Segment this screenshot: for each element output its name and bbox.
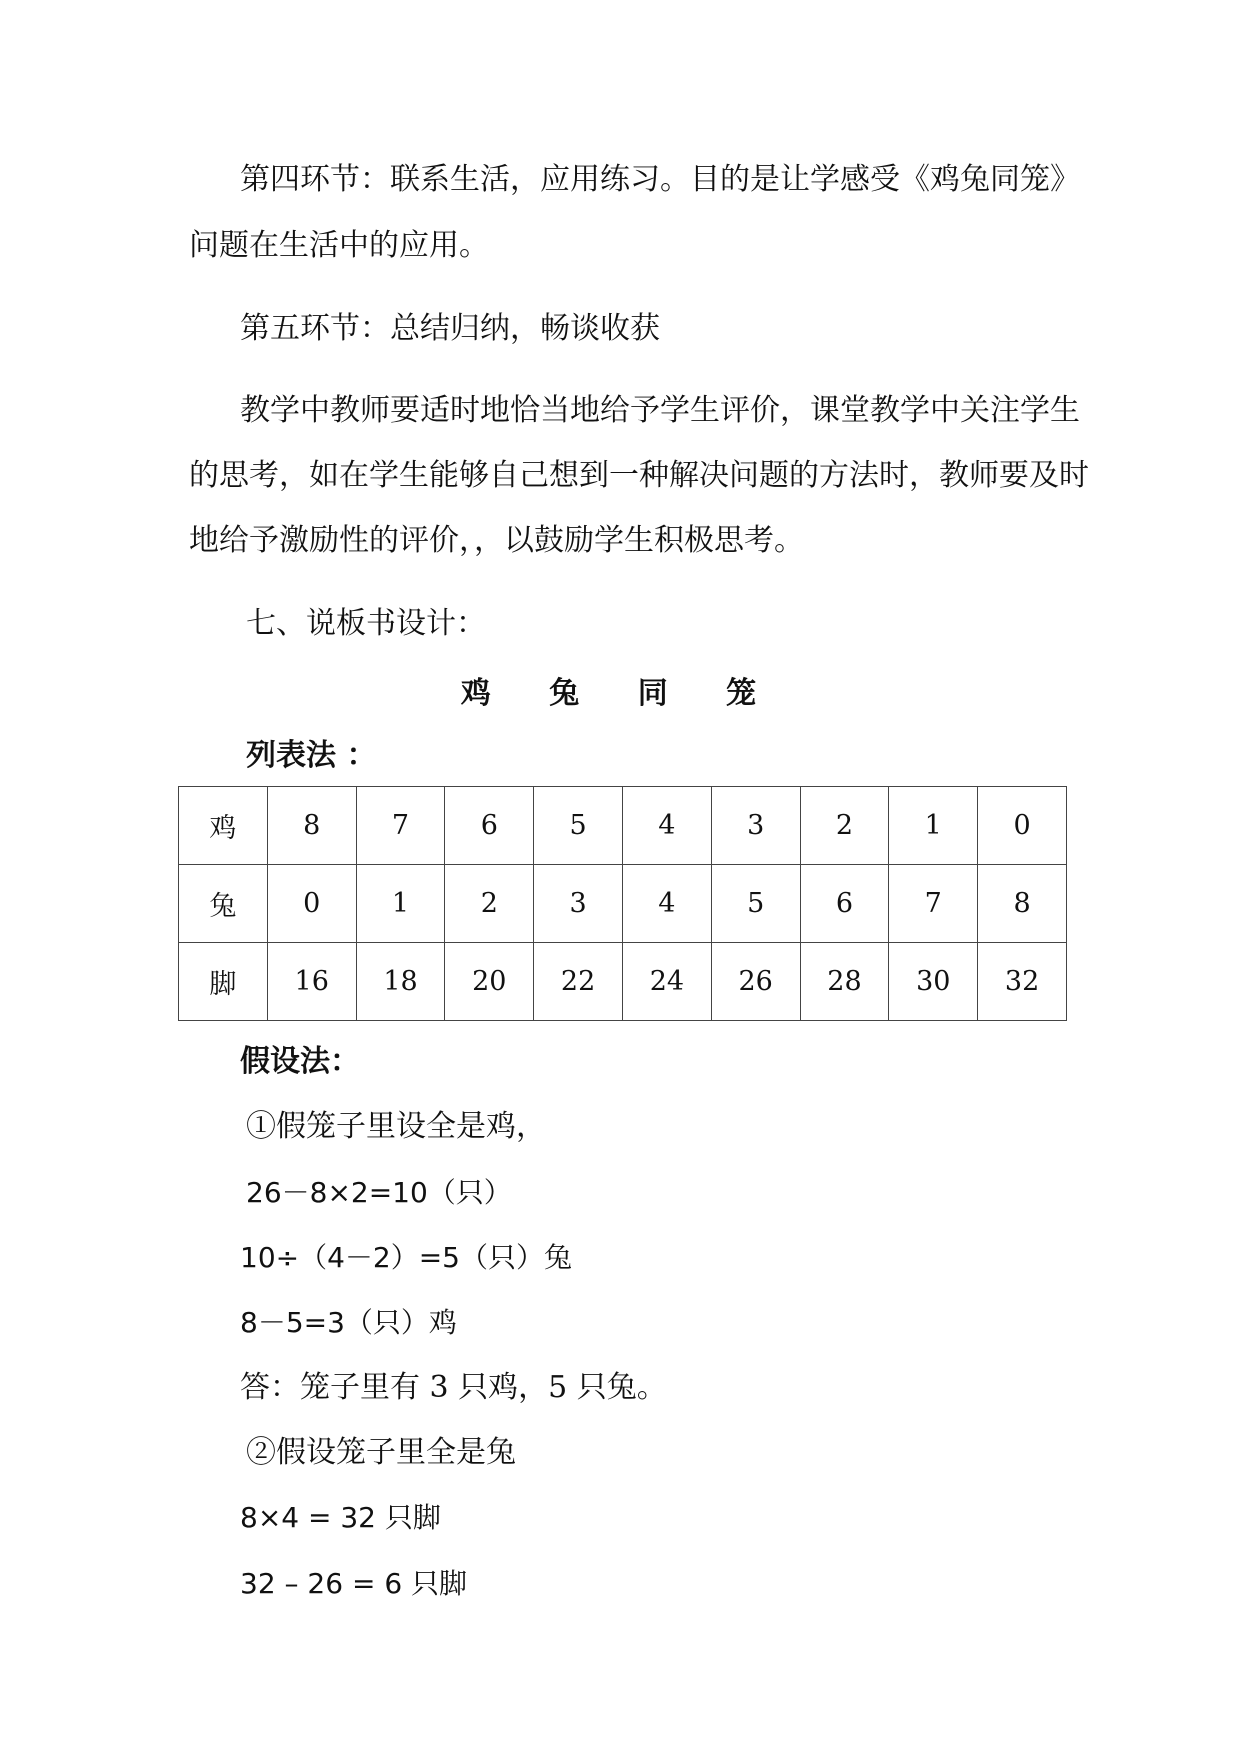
- paragraph-step5: 第五环节：总结归纳，畅谈收获: [240, 311, 660, 346]
- table-cell: 4: [622, 787, 711, 865]
- assumption-method-label: 假设法：: [240, 1044, 360, 1079]
- table-cell: 3: [534, 865, 623, 943]
- table-row: [179, 787, 1067, 865]
- table-cell: 0: [978, 787, 1067, 865]
- table-cell: 32: [978, 943, 1067, 1021]
- case2-heading: ②假设笼子里全是兔: [246, 1435, 516, 1470]
- table-row-label: 脚: [179, 943, 268, 1021]
- table-cell: 5: [534, 787, 623, 865]
- table-cell: 18: [356, 943, 445, 1021]
- case1-step3: 8－5=3（只）鸡: [240, 1306, 457, 1339]
- table-cell: 16: [267, 943, 356, 1021]
- table-cell: 28: [800, 943, 889, 1021]
- table-cell: 5: [711, 865, 800, 943]
- paragraph-step4-line1: 第四环节：联系生活，应用练习。目的是让学感受《鸡兔同笼》: [240, 162, 1080, 197]
- case1-step1: 26－8×2=10（只）: [246, 1176, 512, 1209]
- case1-step2: 10÷（4－2）=5（只）兔: [240, 1241, 572, 1274]
- table-cell: 30: [889, 943, 978, 1021]
- table-cell: 1: [356, 865, 445, 943]
- list-method-label: 列表法 ：: [246, 738, 377, 773]
- table-cell: 1: [889, 787, 978, 865]
- paragraph-evaluation-line2: 的思考，如在学生能够自己想到一种解决问题的方法时，教师要及时: [189, 458, 1089, 493]
- paragraph-step4-line2: 问题在生活中的应用。: [189, 228, 489, 263]
- table-cell: 22: [534, 943, 623, 1021]
- case1-heading: ①假笼子里设全是鸡，: [246, 1109, 546, 1144]
- table-cell: 7: [889, 865, 978, 943]
- table-cell: 2: [445, 865, 534, 943]
- table-cell: 3: [711, 787, 800, 865]
- section-heading-board-design: 七、说板书设计：: [246, 606, 486, 641]
- table-cell: 6: [445, 787, 534, 865]
- case2-step1: 8×4 = 32 只脚: [240, 1501, 441, 1534]
- table-row: [179, 943, 1067, 1021]
- case2-step2: 32 – 26 = 6 只脚: [240, 1567, 468, 1600]
- table-cell: 6: [800, 865, 889, 943]
- table-cell: 8: [978, 865, 1067, 943]
- table-row-label: 鸡: [179, 787, 268, 865]
- paragraph-evaluation-line1: 教学中教师要适时地恰当地给予学生评价，课堂教学中关注学生: [240, 393, 1080, 428]
- table-cell: 20: [445, 943, 534, 1021]
- case1-answer: 答：笼子里有 3 只鸡，5 只兔。: [240, 1370, 667, 1405]
- table-row-label: 兔: [179, 865, 268, 943]
- table-cell: 0: [267, 865, 356, 943]
- table-cell: 26: [711, 943, 800, 1021]
- board-title: 鸡 兔 同 笼: [460, 676, 781, 711]
- table-cell: 7: [356, 787, 445, 865]
- table-cell: 2: [800, 787, 889, 865]
- table-cell: 4: [622, 865, 711, 943]
- table-cell: 24: [622, 943, 711, 1021]
- chicken-rabbit-table: [178, 786, 1067, 1021]
- table-row: [179, 865, 1067, 943]
- table-cell: 8: [267, 787, 356, 865]
- paragraph-evaluation-line3: 地给予激励性的评价，，以鼓励学生积极思考。: [189, 523, 804, 558]
